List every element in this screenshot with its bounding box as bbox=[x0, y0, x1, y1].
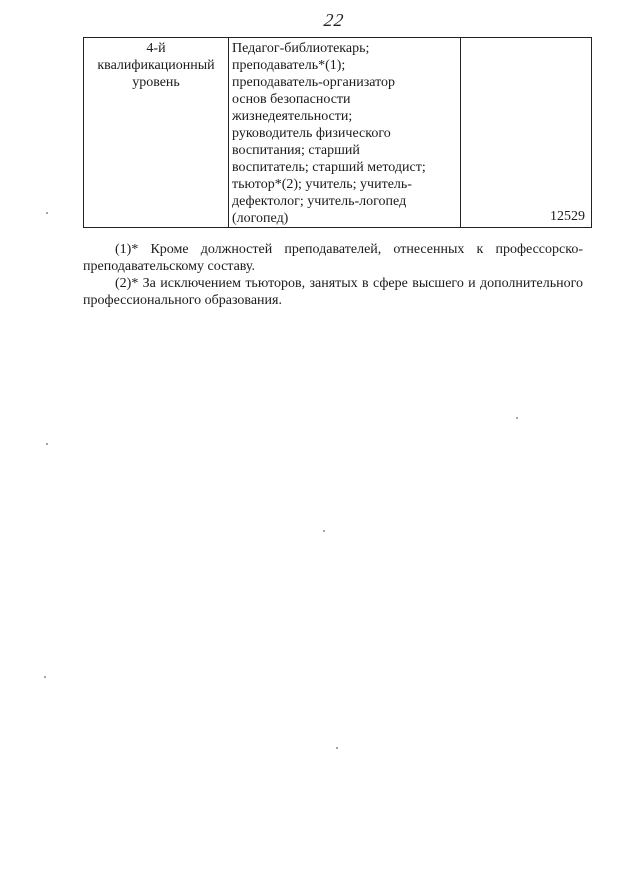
scan-speck bbox=[516, 417, 518, 419]
footnote-2: (2)* За исключением тьюторов, занятых в сфере высшего и дополнительного профессионального образования. bbox=[83, 276, 583, 308]
qualification-level-cell bbox=[84, 38, 229, 228]
scan-speck bbox=[46, 212, 48, 214]
position-line: жизнедеятельности; bbox=[232, 109, 353, 124]
footnotes bbox=[83, 241, 583, 309]
scan-speck bbox=[46, 443, 48, 445]
scan-speck bbox=[323, 530, 325, 532]
level-line: квалификационный bbox=[97, 58, 215, 73]
page-number: 22 bbox=[322, 10, 346, 30]
position-line: преподаватель*(1); bbox=[232, 58, 346, 73]
footnote-1: (1)* Кроме должностей преподавателей, отнесенных к профессорско-преподавательскому составу. bbox=[83, 242, 583, 274]
salary-cell: 12529 bbox=[461, 38, 592, 228]
qualification-table bbox=[83, 37, 592, 228]
position-line: основ безопасности bbox=[232, 92, 351, 107]
level-line: уровень bbox=[132, 75, 180, 90]
table-row bbox=[84, 38, 592, 228]
position-line: воспитания; старший bbox=[232, 143, 360, 158]
position-line: (логопед) bbox=[232, 211, 289, 226]
position-line: преподаватель-организатор bbox=[232, 75, 396, 90]
scan-speck bbox=[336, 747, 338, 749]
position-line: воспитатель; старший методист; bbox=[232, 160, 426, 175]
position-line: дефектолог; учитель-логопед bbox=[232, 194, 407, 209]
scan-speck bbox=[44, 676, 46, 678]
position-line: Педагог-библиотекарь; bbox=[232, 41, 370, 56]
positions-cell bbox=[229, 38, 461, 228]
level-line: 4-й bbox=[146, 41, 166, 56]
position-line: руководитель физического bbox=[232, 126, 391, 141]
position-line: тьютор*(2); учитель; учитель- bbox=[232, 177, 412, 192]
